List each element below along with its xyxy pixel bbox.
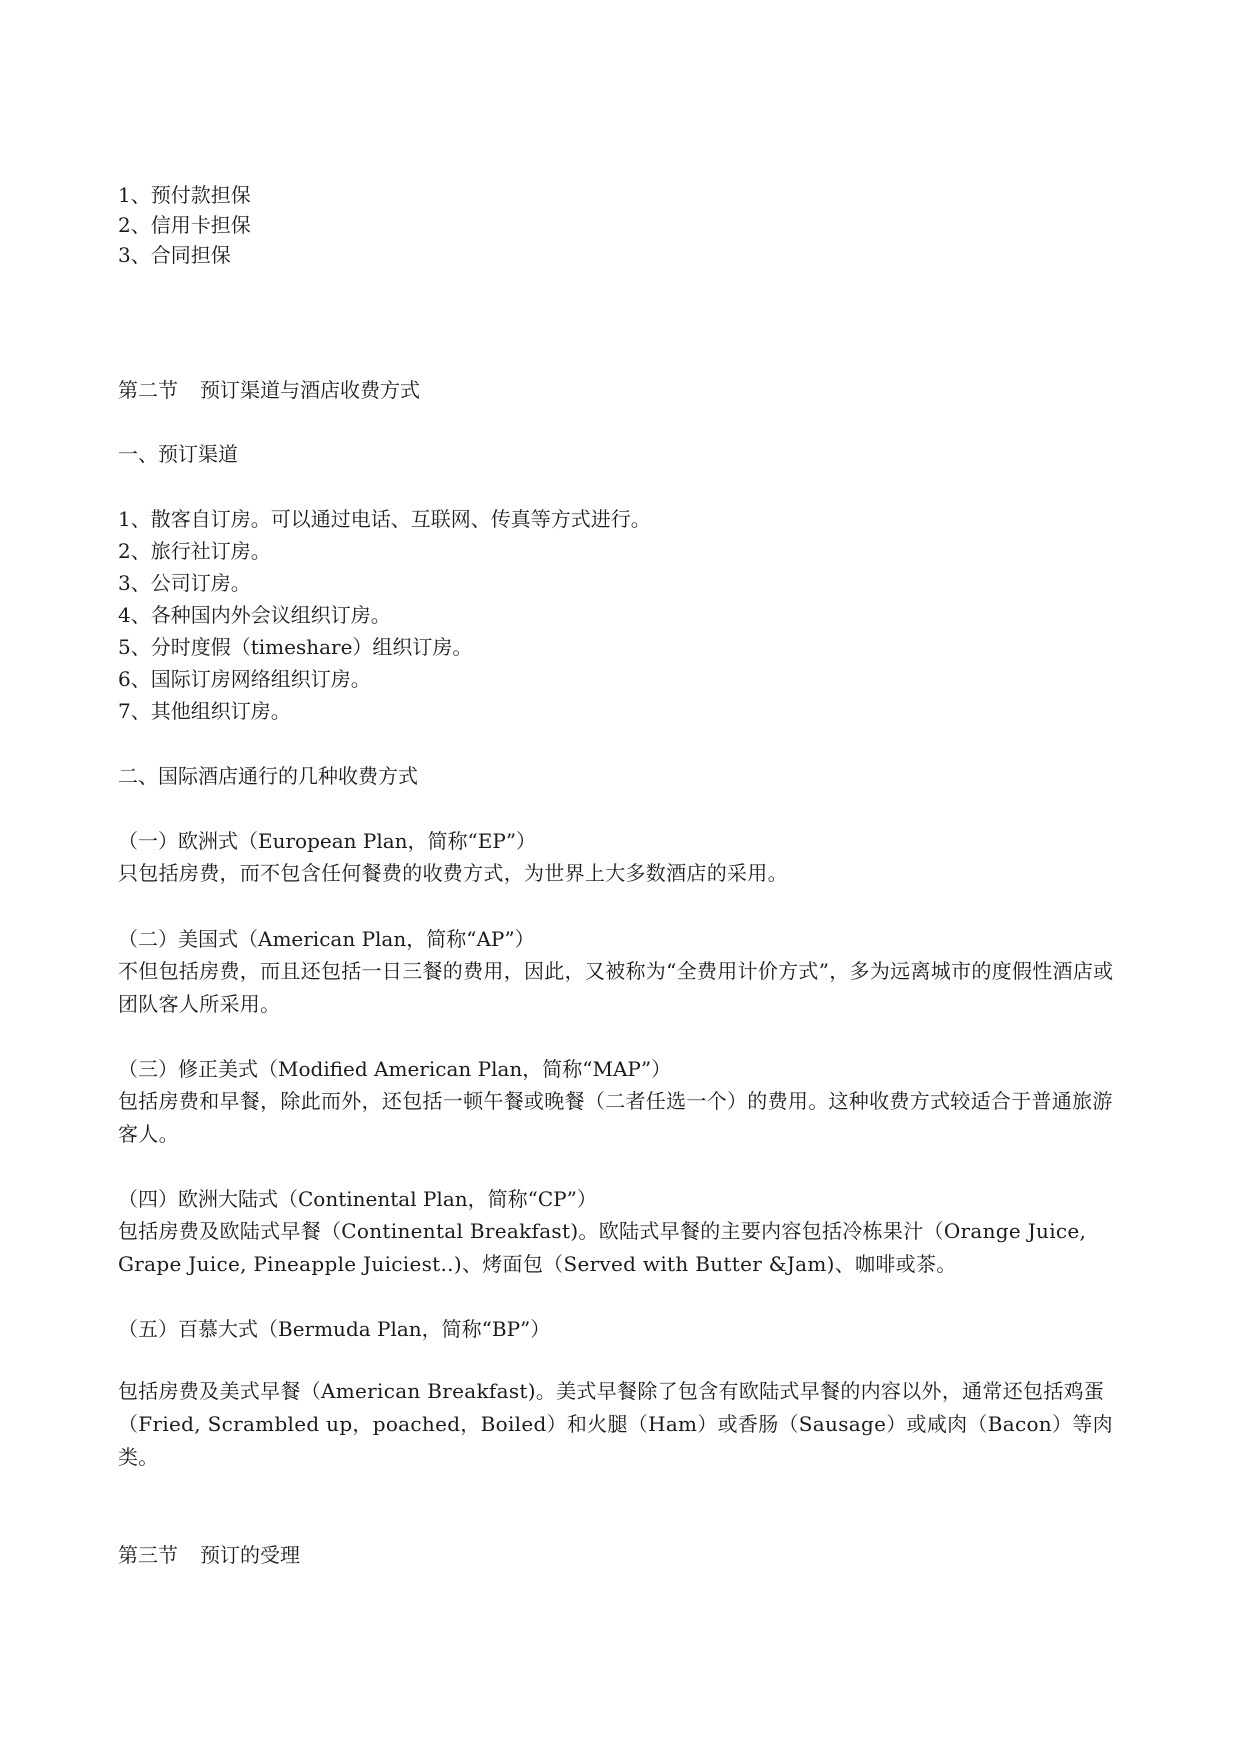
guarantee-item-1: 1、预付款担保 [118,183,251,207]
section-3-number: 第三节 [118,1543,178,1567]
plan-title-cp: （四）欧洲大陆式（Continental Plan，简称“CP”） [118,1187,597,1211]
channel-item: 2、旅行社订房。 [118,539,271,563]
section-3-title: 预订的受理 [200,1543,300,1567]
channel-item: 6、国际订房网络组织订房。 [118,667,371,691]
channel-item: 1、散客自订房。可以通过电话、互联网、传真等方式进行。 [118,507,651,531]
plan-title-ep: （一）欧洲式（European Plan，简称“EP”） [118,829,537,853]
channel-item: 7、其他组织订房。 [118,699,291,723]
guarantee-item-3: 3、合同担保 [118,243,231,267]
plan-desc-bp: 包括房费及美式早餐（American Breakfast)。美式早餐除了包含有欧陆式早餐的内容以外，通常还包括鸡蛋（Fried, Scrambled up，poached，Boiled）和火腿（Ham）或香肠（Sausage）或咸肉（Bacon）等肉类。 [118,1379,1113,1469]
channels-heading: 一、预订渠道 [118,442,238,466]
plan-desc-cp: 包括房费及欧陆式早餐（Continental Breakfast)。欧陆式早餐的主要内容包括冷栋果汁（Orange Juice, Grape Juice, Pineapple Juiciest..)、烤面包（Served with Butter &Jam)、咖啡或茶。 [118,1219,1087,1276]
plan-title-bp: （五）百慕大式（Bermuda Plan，简称“BP”） [118,1317,551,1341]
channel-item: 3、公司订房。 [118,571,251,595]
plan-title-map: （三）修正美式（Modified American Plan，简称“MAP”） [118,1057,672,1081]
fees-heading: 二、国际酒店通行的几种收费方式 [118,764,418,788]
section-2-heading [118,376,420,404]
channel-item: 5、分时度假（timeshare）组织订房。 [118,635,473,659]
section-2-title: 预订渠道与酒店收费方式 [200,378,420,402]
plan-desc-ap: 不但包括房费，而且还包括一日三餐的费用，因此，又被称为“全费用计价方式”，多为远离城市的度假性酒店或团队客人所采用。 [118,959,1114,1016]
section-2-number: 第二节 [118,378,178,402]
channel-item: 4、各种国内外会议组织订房。 [118,603,391,627]
plan-title-ap: （二）美国式（American Plan，简称“AP”） [118,927,535,951]
guarantee-item-2: 2、信用卡担保 [118,213,251,237]
plan-desc-map: 包括房费和早餐，除此而外，还包括一顿午餐或晚餐（二者任选一个）的费用。这种收费方式较适合于普通旅游客人。 [118,1089,1113,1146]
plan-desc-ep: 只包括房费，而不包含任何餐费的收费方式，为世界上大多数酒店的采用。 [118,861,788,885]
section-3-heading [118,1541,300,1569]
